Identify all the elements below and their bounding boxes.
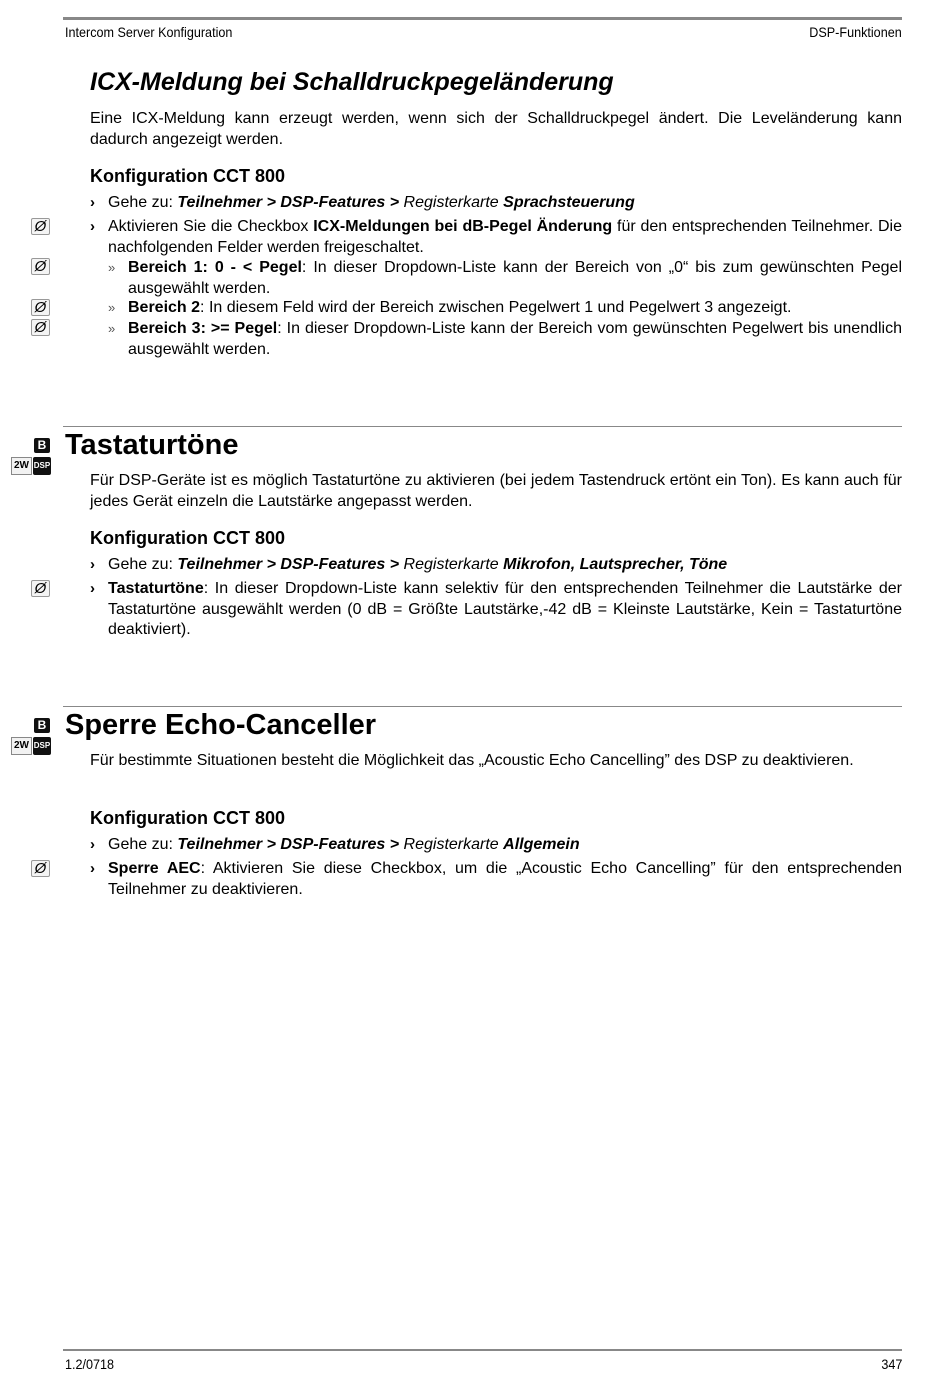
b-badge-icon: B	[34, 718, 50, 733]
sub-bullet-icon: »	[108, 300, 116, 315]
sub-bullet	[108, 319, 902, 360]
text: : In dieser Dropdown-Liste kann der Bereich von „0“ bis zum gewünschten Pegel ausgewählt werden.	[128, 259, 903, 297]
bullet-icon: ›	[90, 556, 95, 573]
field-name: Bereich 1: 0 - < Pegel	[128, 259, 302, 276]
sub-bullet	[108, 298, 902, 319]
section-intro: Eine ICX-Meldung kann erzeugt werden, wenn sich der Schalldruckpegel ändert. Die Leveländerung kann dadurch angezeigt werden.	[90, 110, 902, 148]
checkbox-icon: Ø	[31, 580, 50, 597]
checkbox-icon: Ø	[31, 299, 50, 316]
bullet-sperre-aec	[90, 859, 902, 900]
bullet-icon: ›	[90, 194, 95, 211]
2w-badge-icon: 2W	[11, 457, 32, 475]
bullet-icon: ›	[90, 218, 95, 235]
text: Gehe zu:	[108, 194, 178, 211]
bullet-activate	[90, 217, 902, 258]
field-name: Tastaturtöne	[108, 580, 204, 597]
bullet-goto	[90, 835, 902, 856]
section-title-tastaturtoene: Tastaturtöne	[65, 429, 239, 461]
section-title-echo-canceller: Sperre Echo-Canceller	[65, 709, 377, 741]
dsp-badge-icon: DSP	[33, 457, 51, 475]
text: für den entsprechenden Teilnehmer. Die nachfolgenden Felder werden freigeschaltet.	[108, 218, 903, 256]
nav-path: Teilnehmer > DSP-Features >	[177, 836, 400, 853]
text: : In diesem Feld wird der Bereich zwischen Pegelwert 1 und Pegelwert 3 angezeigt.	[200, 299, 792, 316]
text: Aktivieren Sie die Checkbox	[108, 218, 314, 235]
text: : In dieser Dropdown-Liste kann selektiv für den entsprechenden Teilnehmer die Lautstärke der Tastaturtöne ausgewählt werden (0 dB = Größte Lautstärke,-42 dB = Kleinste Lautstärke, Kein = Tastaturtöne deaktiviert).	[108, 580, 902, 638]
section-rule	[63, 426, 902, 427]
text: Registerkarte	[399, 194, 504, 211]
checkbox-icon: Ø	[31, 258, 50, 275]
config-heading: Konfiguration CCT 800	[90, 808, 286, 828]
sub-bullet	[108, 258, 902, 299]
text: Registerkarte	[399, 556, 504, 573]
footer-version: 1.2/0718	[65, 1356, 115, 1372]
field-name: Sperre AEC	[108, 860, 201, 877]
header-right: DSP-Funktionen	[809, 24, 902, 40]
bullet-icon: ›	[90, 580, 95, 597]
text: : Aktivieren Sie diese Checkbox, um die „Acoustic Echo Cancelling” für den entsprechenden Teilnehmer zu deaktivieren.	[108, 860, 903, 898]
sub-bullet-icon: »	[108, 321, 116, 336]
tab-name: Sprachsteuerung	[503, 194, 635, 211]
field-name: Bereich 3: >= Pegel	[128, 320, 278, 337]
tab-name: Mikrofon, Lautsprecher, Töne	[503, 556, 728, 573]
b-badge-icon: B	[34, 438, 50, 453]
2w-badge-icon: 2W	[11, 737, 32, 755]
config-heading: Konfiguration CCT 800	[90, 166, 286, 186]
section-title-icx: ICX-Meldung bei Schalldruckpegeländerung	[90, 68, 614, 96]
text: : In dieser Dropdown-Liste kann der Bereich vom gewünschten Pegelwert bis unendlich ausgewählt werden.	[128, 320, 902, 358]
dsp-badge-icon: DSP	[33, 737, 51, 755]
page-number: 347	[880, 1356, 902, 1372]
checkbox-icon: Ø	[31, 860, 50, 877]
section-intro: Für bestimmte Situationen besteht die Möglichkeit das „Acoustic Echo Cancelling” des DSP zu deaktivieren.	[90, 752, 854, 769]
bullet-tastaturtoene	[90, 579, 902, 641]
header-rule	[63, 17, 902, 20]
checkbox-icon: Ø	[31, 319, 50, 336]
section-intro: Für DSP-Geräte ist es möglich Tastaturtöne zu aktivieren (bei jedem Tastendruck ertönt ein Ton). Es kann auch für jedes Gerät einzeln die Lautstärke angepasst werden.	[90, 472, 902, 510]
footer-rule	[63, 1349, 902, 1351]
option-name: ICX-Meldungen bei dB-Pegel Änderung	[313, 218, 613, 235]
text: Gehe zu:	[108, 836, 178, 853]
header-left: Intercom Server Konfiguration	[65, 24, 233, 40]
sub-bullet-icon: »	[108, 260, 116, 275]
text: Registerkarte	[399, 836, 504, 853]
nav-path: Teilnehmer > DSP-Features >	[177, 194, 400, 211]
bullet-icon: ›	[90, 836, 95, 853]
section-rule	[63, 706, 902, 707]
bullet-goto	[90, 193, 902, 214]
bullet-goto	[90, 555, 902, 576]
config-heading: Konfiguration CCT 800	[90, 528, 286, 548]
field-name: Bereich 2	[128, 299, 201, 316]
tab-name: Allgemein	[503, 836, 580, 853]
bullet-icon: ›	[90, 860, 95, 877]
nav-path: Teilnehmer > DSP-Features >	[177, 556, 400, 573]
text: Gehe zu:	[108, 556, 178, 573]
checkbox-icon: Ø	[31, 218, 50, 235]
